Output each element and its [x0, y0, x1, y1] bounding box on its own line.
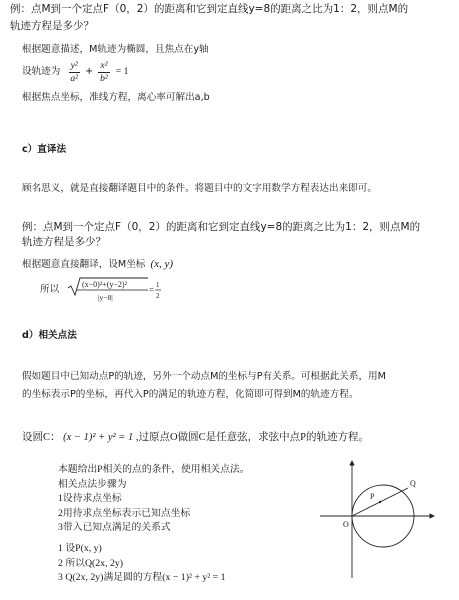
radicand: (x−0)²+(y−2)²	[82, 280, 127, 289]
note-line: 3带入已知点满足的关系式	[58, 522, 171, 534]
note-line: 本题给出P相关的点的条件，使用相关点法。	[58, 464, 250, 475]
note-line: 1设待求点坐标	[58, 493, 122, 505]
fraction-y2-a2: $\frac{\text{y²}}{\text{a²}}$	[70, 59, 79, 84]
step-line: 3 Q(2x, 2y)满足圆的方程(x − 1)² + y² = 1	[58, 572, 226, 584]
example2-line2: 轨迹方程是多少？	[22, 236, 106, 248]
section-d-desc-line1: 假如题目中已知动点P的轨迹，另外一个动点M的坐标与P有关系。可根据此关系，用M	[22, 371, 386, 382]
rhs-denominator: 2	[156, 292, 160, 300]
example1-ellipse-equation: 设轨迹为 $\frac{\text{y²}}{\text{a²}}$ + $\frac{\text{x²}}{\text{b²}}$ = 1	[22, 59, 129, 84]
circle-diagram	[316, 458, 438, 582]
label-o: O	[343, 520, 349, 529]
example2-translate: 根据题意直接翻译，设M坐标 (x, y)	[22, 258, 174, 270]
section-d-desc-line2: 的坐标表示P的坐标，再代入P的满足的轨迹方程，化简即可得到M的轨迹方程。	[22, 389, 359, 400]
radical-fraction-equation	[66, 276, 166, 308]
example1-solve: 根据焦点坐标，准线方程，离心率可解出a,b	[22, 92, 210, 103]
example3-problem: 设圆C： (x − 1)² + y² = 1 ,过原点O做圆C是任意弦，求弦中点P的轨迹方程。	[22, 432, 369, 443]
example1-line2: 轨迹方程是多少？	[10, 20, 94, 32]
section-d-heading: d）相关点法	[22, 330, 77, 341]
example3-notes	[58, 463, 250, 536]
coord-xy: (x, y)	[150, 258, 174, 270]
label-q: Q	[410, 479, 416, 488]
step-line: 2 所以Q(2x, 2y)	[58, 557, 124, 569]
example1-analysis: 根据题意描述，M轨迹为椭圆，且焦点在y轴	[22, 44, 209, 55]
section-c-description: 顾名思义，就是直接翻译题目中的条件。将题目中的文字用数学方程表达出来即可。	[22, 183, 377, 194]
step-line: 1 设P(x, y)	[58, 543, 102, 554]
denominator: |y−8|	[98, 293, 113, 302]
fraction-x2-b2: $\frac{\text{x²}}{\text{b²}}$	[100, 59, 108, 84]
section-c-heading: c）直译法	[22, 144, 67, 155]
equation-rhs: = 1	[115, 66, 129, 77]
rhs-numerator: 1	[156, 281, 160, 289]
example2-line1: 例：点M到一个定点F（0，2）的距离和它到定直线y=8的距离之比为1：2，则点M的	[22, 221, 421, 233]
example3-steps	[58, 542, 226, 586]
set-prefix: 设轨迹为	[22, 66, 61, 77]
note-line: 相关点法步骤为	[58, 478, 127, 490]
label-p: P	[370, 492, 375, 501]
svg-text:=: =	[149, 285, 155, 295]
so-label: 所以	[40, 284, 60, 295]
example1-line1: 例：点M到一个定点F（0，2）的距离和它到定直线y=8的距离之比为1：2，则点M的	[10, 3, 409, 15]
note-line: 2用待求点坐标表示已知点坐标	[58, 507, 191, 519]
point-p	[379, 501, 381, 503]
